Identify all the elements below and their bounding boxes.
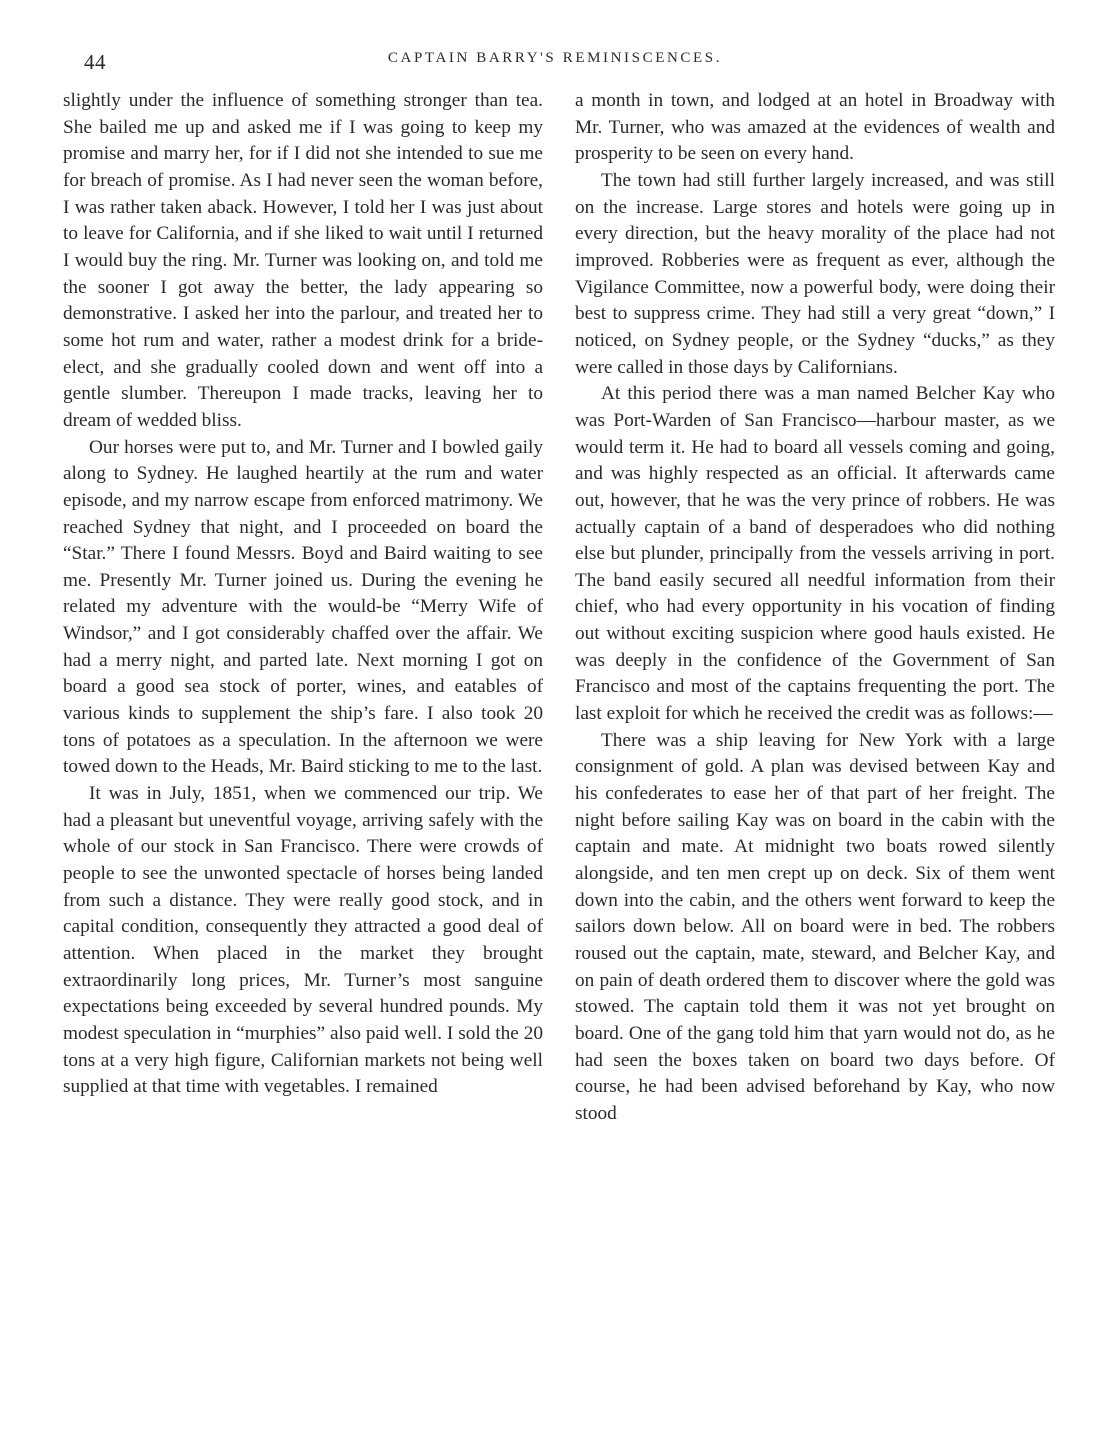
running-head-title: CAPTAIN BARRY'S REMINISCENCES. — [387, 50, 723, 66]
left-text-column — [63, 88, 543, 1101]
right-paragraph-3: At this period there was a man named Belcher Kay who was Port-Warden of San Francisco—harbour master, as we would term it. He had to board all vessels coming and going, and was highly respected as an official. It afterwards came out, however, that he was the very prince of robbers. He was actually captain of a band of desperadoes who did nothing else but plunder, principally from the vessels arriving in port. The band easily secured all needful information from their chief, who had every opportunity in his vocation of finding out without exciting suspicion where good hauls existed. He was deeply in the confidence of the Government of San Francisco and most of the captains frequenting the port. The last exploit for which he received the credit was as follows:— — [575, 383, 1055, 725]
page-number: 44 — [84, 50, 106, 74]
right-paragraph-2: The town had still further largely increased, and was still on the increase. Large stores and hotels were going up in every direction, but the heavy morality of the place had not improved. Robberies were as frequent as ever, although the Vigilance Committee, now a powerful body, were doing their best to suppress crime. They had still a very great “down,” I noticed, on Sydney people, or the Sydney “ducks,” as they were called in those days by Californians. — [575, 169, 1055, 378]
right-text-column — [575, 88, 1055, 1128]
left-paragraph-1: slightly under the influence of something stronger than tea. She bailed me up and asked me if I was going to keep my promise and marry her, for if I did not she intended to sue me for breach of promise. As I had never seen the woman before, I was rather taken aback. However, I told her I was just about to leave for California, and if she liked to wait until I returned I would buy the ring. Mr. Turner was looking on, and told me the sooner I got away the better, the lady appearing so demonstrative. I asked her into the parlour, and treated her to some hot rum and water, rather a modest drink for a bride-elect, and she gradually cooled down and went off into a gentle slumber. Thereupon I made tracks, leaving her to dream of wedded bliss. — [63, 90, 543, 431]
left-paragraph-3: It was in July, 1851, when we commenced our trip. We had a pleasant but uneventful voyage, arriving safely with the whole of our stock in San Francisco. There were crowds of people to see the unwonted spectacle of horses being landed from such a distance. They were really good stock, and in capital condition, consequently they attracted a good deal of attention. When placed in the market they brought extraordinarily long prices, Mr. Turner’s most sanguine expectations being exceeded by several hundred pounds. My modest speculation in “murphies” also paid well. I sold the 20 tons at a very high figure, Californian markets not being well supplied at that time with vegetables. I remained — [63, 783, 543, 1098]
right-paragraph-4: There was a ship leaving for New York with a large consignment of gold. A plan was devised between Kay and his confederates to ease her of that part of her freight. The night before sailing Kay was on board in the cabin with the captain and mate. At midnight two boats rowed silently alongside, and ten men crept up on deck. Six of them went down into the cabin, and the others went forward to keep the sailors down below. All on board were in bed. The robbers roused out the captain, mate, steward, and Belcher Kay, and on pain of death ordered them to discover where the gold was stowed. The captain told them it was not yet brought on board. One of the gang told him that yarn would not do, as he had seen the boxes taken on board two days before. Of course, he had been advised beforehand by Kay, who now stood — [575, 729, 1055, 1124]
left-paragraph-2: Our horses were put to, and Mr. Turner and I bowled gaily along to Sydney. He laughed heartily at the rum and water episode, and my narrow escape from enforced matrimony. We reached Sydney that night, and I proceeded on board the “Star.” There I found Messrs. Boyd and Baird waiting to see me. Presently Mr. Turner joined us. During the evening he related my adventure with the would-be “Merry Wife of Windsor,” and I got considerably chaffed over the affair. We had a merry night, and parted late. Next morning I got on board a good sea stock of porter, wines, and eatables of various kinds to supplement the ship’s fare. I also took 20 tons of potatoes as a speculation. In the afternoon we were towed down to the Heads, Mr. Baird sticking to me to the last. — [63, 436, 543, 778]
right-paragraph-1: a month in town, and lodged at an hotel in Broadway with Mr. Turner, who was amazed at the evidences of wealth and prosperity to be seen on every hand. — [575, 90, 1055, 165]
